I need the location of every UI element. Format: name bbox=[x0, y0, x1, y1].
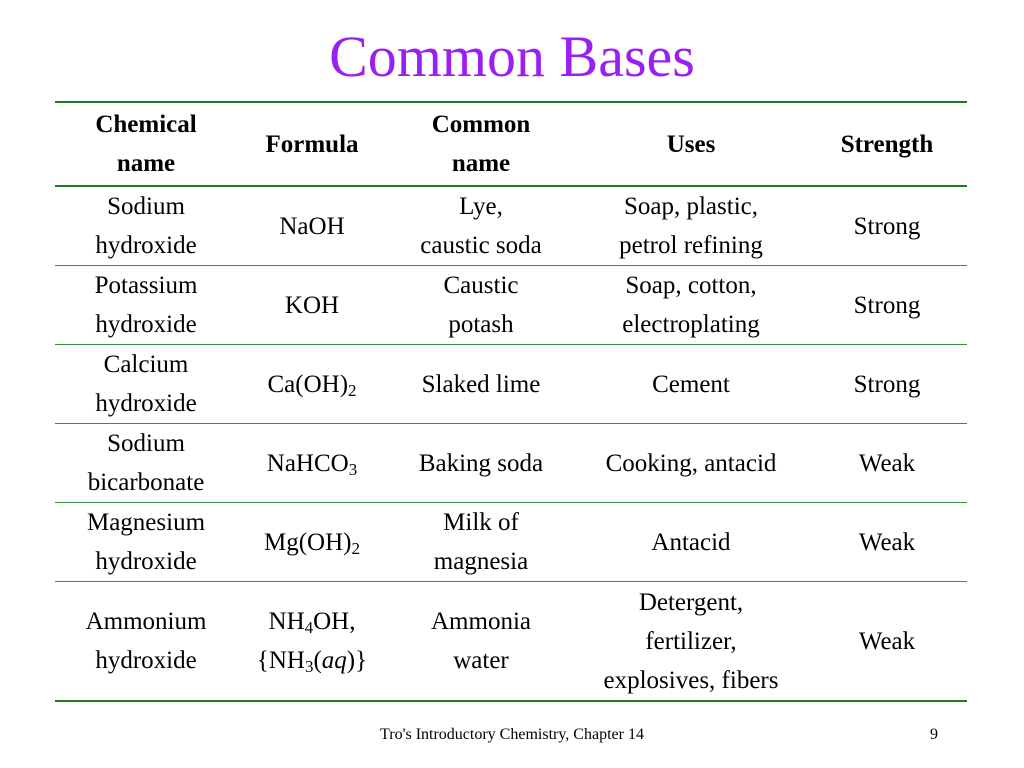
uses-cell: Soap, cotton, electroplating bbox=[575, 266, 807, 345]
formula-line: $NH_4OH$, bbox=[268, 608, 356, 637]
table-row bbox=[55, 424, 967, 503]
uses-cell: Antacid bbox=[575, 503, 807, 582]
strength-cell: Strong bbox=[807, 186, 967, 266]
chemical-name-cell: Ammonium hydroxide bbox=[55, 582, 237, 702]
formula-cell: NaOH bbox=[237, 186, 387, 266]
strength-cell: Weak bbox=[807, 503, 967, 582]
table-row bbox=[55, 582, 967, 702]
common-name-cell: Baking soda bbox=[387, 424, 575, 503]
chemical-name-cell: Sodium hydroxide bbox=[55, 186, 237, 266]
bases-table bbox=[55, 101, 967, 702]
uses-cell: Cooking, antacid bbox=[575, 424, 807, 503]
chemical-name-cell: Potassium hydroxide bbox=[55, 266, 237, 345]
table-header-row bbox=[55, 102, 967, 186]
strength-cell: Strong bbox=[807, 266, 967, 345]
strength-cell: Weak bbox=[807, 582, 967, 702]
common-name-cell: Caustic potash bbox=[387, 266, 575, 345]
common-name-cell: Slaked lime bbox=[387, 345, 575, 424]
strength-cell: Strong bbox=[807, 345, 967, 424]
formula-cell: KOH bbox=[237, 266, 387, 345]
footer-text: Tro's Introductory Chemistry, Chapter 14 bbox=[380, 726, 644, 743]
slide-title: Common Bases bbox=[329, 24, 695, 89]
uses-cell: Detergent, fertilizer, explosives, fibers bbox=[575, 582, 807, 702]
uses-cell: Cement bbox=[575, 345, 807, 424]
header-uses: Uses bbox=[575, 102, 807, 186]
common-name-cell: Milk of magnesia bbox=[387, 503, 575, 582]
header-common-name: Common name bbox=[387, 102, 575, 186]
common-name-cell: Lye, caustic soda bbox=[387, 186, 575, 266]
formula-cell: NaHCO$_3$ bbox=[237, 424, 387, 503]
page-number: 9 bbox=[930, 726, 938, 743]
chemical-name-cell: Sodium bicarbonate bbox=[55, 424, 237, 503]
chemical-name-cell: Calcium hydroxide bbox=[55, 345, 237, 424]
strength-cell: Weak bbox=[807, 424, 967, 503]
common-name-cell: Ammonia water bbox=[387, 582, 575, 702]
uses-cell: Soap, plastic, petrol refining bbox=[575, 186, 807, 266]
header-strength: Strength bbox=[807, 102, 967, 186]
header-formula: Formula bbox=[237, 102, 387, 186]
formula-cell bbox=[237, 582, 387, 702]
formula-cell: $Mg(OH)_2$ bbox=[237, 503, 387, 582]
formula-cell: $Ca(OH)_2$ bbox=[237, 345, 387, 424]
header-chemical-name: Chemical name bbox=[55, 102, 237, 186]
table-row bbox=[55, 503, 967, 582]
formula-line: $\{NH_3(aq)\}$ bbox=[256, 647, 368, 676]
table-row bbox=[55, 345, 967, 424]
chemical-name-cell: Magnesium hydroxide bbox=[55, 503, 237, 582]
table-row bbox=[55, 186, 967, 266]
table-row bbox=[55, 266, 967, 345]
